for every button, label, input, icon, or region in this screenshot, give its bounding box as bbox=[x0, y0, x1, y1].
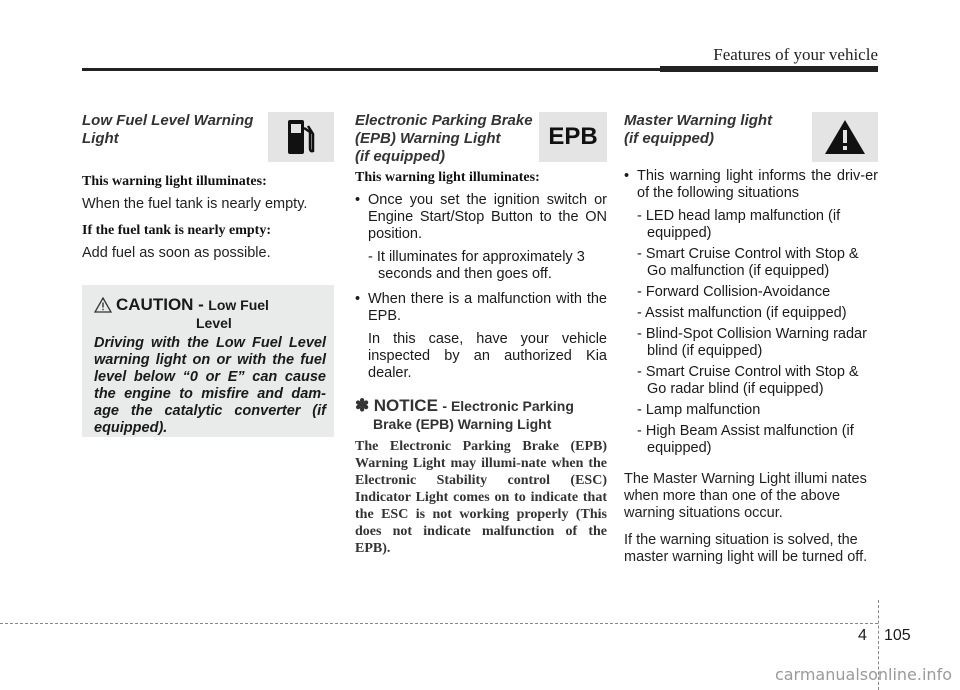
illuminates-heading: This warning light illuminates: bbox=[82, 174, 267, 189]
caution-subject-2: Level bbox=[196, 315, 232, 331]
master-item-6: - Smart Cruise Control with Stop & Go radar blind (if equipped) bbox=[637, 364, 859, 397]
notice-subject-1: - Electronic Parking bbox=[442, 398, 574, 414]
master-paragraph-1: The Master Warning Light illumi nates when more than one of the above warning situations occur. bbox=[624, 471, 867, 521]
section-header-low-fuel bbox=[82, 112, 334, 168]
section-title-master-1: Master Warning light bbox=[624, 112, 773, 129]
master-item-7: - Lamp malfunction bbox=[637, 402, 761, 418]
master-paragraph-2: If the warning situation is solved, the master warning light will be turned off. bbox=[624, 532, 868, 565]
master-bullet: • This warning light informs the driv-er of the following situations bbox=[624, 168, 878, 202]
epb-icon-text: EPB bbox=[548, 123, 598, 150]
section-title-epb-2: (EPB) Warning Light bbox=[355, 130, 501, 147]
page-number: 105 bbox=[884, 627, 911, 644]
master-item-8: - High Beam Assist malfunction (if equipped) bbox=[637, 423, 854, 456]
caution-header bbox=[94, 295, 326, 331]
master-item-4: - Assist malfunction (if equipped) bbox=[637, 305, 847, 321]
notice-header bbox=[355, 396, 607, 432]
master-item-2: - Smart Cruise Control with Stop & Go malfunction (if equipped) bbox=[637, 246, 859, 279]
notice-symbol: ✽ bbox=[355, 396, 370, 415]
epb-icon bbox=[539, 112, 607, 162]
footer-divider bbox=[0, 623, 878, 624]
column-low-fuel bbox=[82, 112, 334, 272]
fuel-pump-icon bbox=[268, 112, 334, 162]
epb-illuminates-heading: This warning light illuminates: bbox=[355, 170, 540, 185]
section-title-low-fuel: Low Fuel Level Warning Light bbox=[82, 112, 254, 147]
notice-body: The Electronic Parking Brake (EPB) Warning Light may illumi-nate when the Electronic Stability control (ESC) Indicator Light comes on to indicate that the ESC is not working properly (This does not indicate malfunction of the EPB). bbox=[355, 439, 607, 556]
master-item-5: - Blind-Spot Collision Warning radar blind (if equipped) bbox=[637, 326, 867, 359]
illuminates-text: When the fuel tank is nearly empty. bbox=[82, 196, 308, 212]
caution-body: Driving with the Low Fuel Level warning light on or with the fuel level below “0 or E” can cause the engine to misfire and dam-age the catalytic converter (if equipped). bbox=[94, 335, 326, 436]
master-item-3: - Forward Collision-Avoidance bbox=[637, 284, 831, 300]
caution-label: CAUTION - bbox=[116, 295, 204, 314]
empty-text: Add fuel as soon as possible. bbox=[82, 245, 271, 261]
section-title-master-2: (if equipped) bbox=[624, 130, 714, 147]
epb-bullet-2: • When there is a malfunction with the EPB. bbox=[355, 291, 607, 325]
master-item-1: - LED head lamp malfunction (if equipped) bbox=[637, 208, 841, 241]
epb-bullet-2-continued: In this case, have your vehicle inspected by an authorized Kia dealer. bbox=[368, 331, 607, 381]
column-master-warning bbox=[624, 112, 878, 576]
section-title-epb-3: (if equipped) bbox=[355, 148, 445, 165]
page-header-title: Features of your vehicle bbox=[713, 45, 878, 64]
caution-subject-1: Low Fuel bbox=[208, 297, 269, 313]
header-rule-accent bbox=[660, 66, 878, 72]
epb-sub-1: - It illuminates for approximately 3 seconds and then goes off. bbox=[368, 249, 585, 282]
chapter-number: 4 bbox=[858, 627, 867, 644]
epb-bullet-1: • Once you set the ignition switch or Engine Start/Stop Button to the ON position. bbox=[355, 192, 607, 243]
section-title-epb-1: Electronic Parking Brake bbox=[355, 112, 533, 129]
column-epb bbox=[355, 112, 607, 557]
section-header-epb bbox=[355, 112, 607, 168]
notice-label: NOTICE bbox=[373, 396, 438, 415]
watermark: carmanualsonline.info bbox=[774, 665, 952, 684]
caution-triangle-icon bbox=[94, 297, 112, 313]
caution-box bbox=[82, 285, 334, 437]
empty-heading: If the fuel tank is nearly empty: bbox=[82, 223, 271, 238]
section-header-master-warning bbox=[624, 112, 878, 168]
notice-subject-2: Brake (EPB) Warning Light bbox=[373, 416, 552, 432]
warning-triangle-icon bbox=[812, 112, 878, 162]
